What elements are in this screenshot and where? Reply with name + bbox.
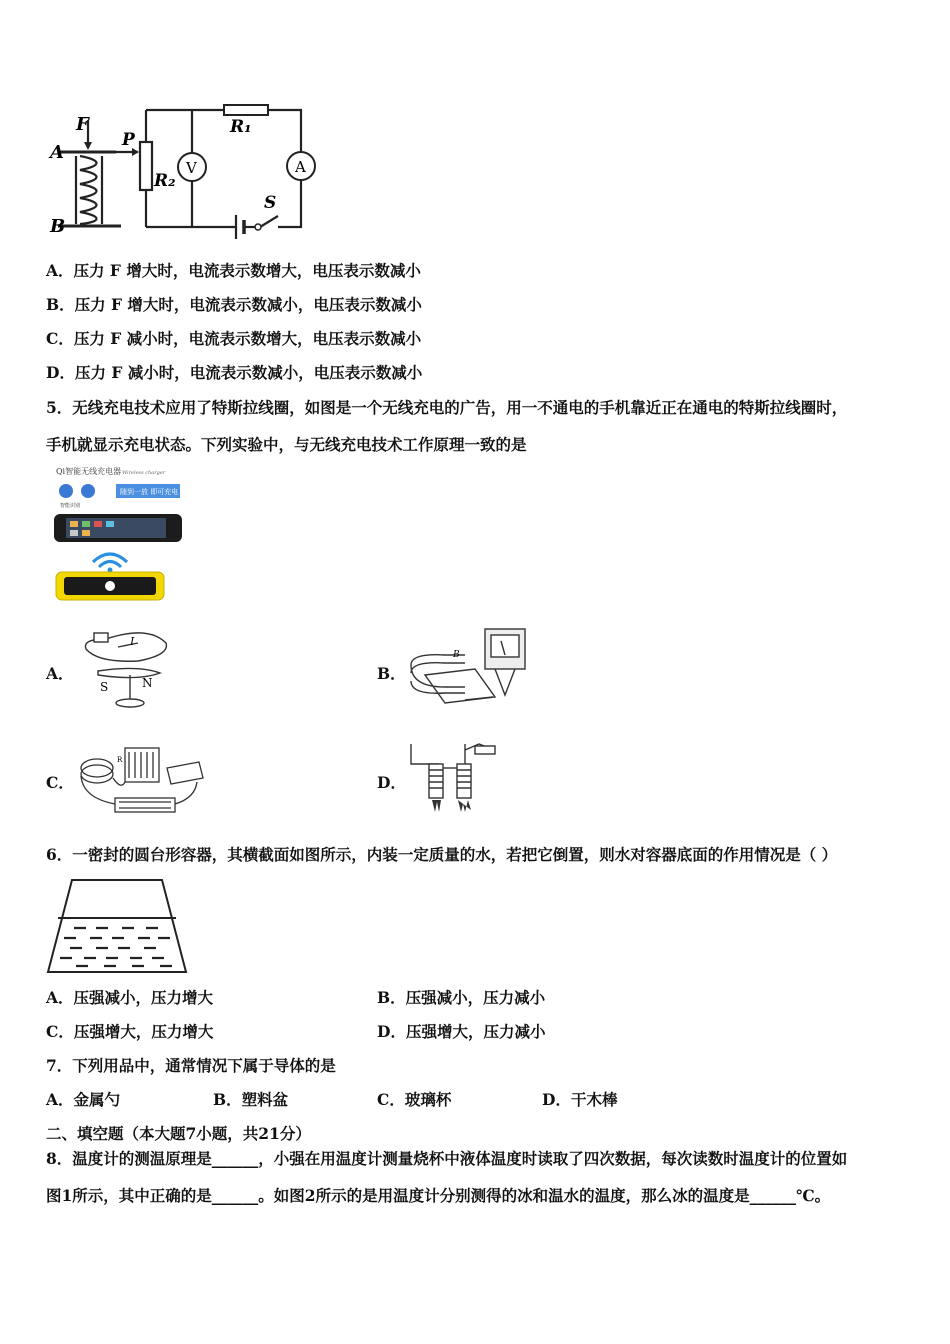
q5-label-a: A． [46,664,74,683]
label-F: F [76,114,89,135]
q7-option-a: A．金属勺 [46,1090,121,1109]
section-2-title: 二、填空题（本大题7小题，共21分） [46,1124,311,1143]
resistor-r1 [224,105,268,115]
label-P: P [122,130,135,150]
svg-text:N: N [142,676,153,690]
q5-label-c: C． [46,773,74,792]
ad-title: Qi智能无线充电器 [56,467,122,476]
label-S: S [264,193,277,213]
q4-option-d: D．压力 F 减小时，电流表示数减小，电压表示数减小 [46,363,423,382]
q6-stem: 6．一密封的圆台形容器，其横截面如图所示，内装一定质量的水，若把它倒置，则水对容器底面的作用情况是（ ） [46,845,838,864]
svg-text:I: I [130,635,135,648]
ad-badge-icon [59,484,73,498]
generator-experiment-figure [405,625,530,710]
q5-label-d: D． [377,773,406,792]
label-A: A [50,142,64,163]
label-R1: R₁ [230,117,252,137]
pressure-sensor-circuit-figure [46,100,326,250]
q4-option-c: C．压力 F 减小时，电流表示数增大，电压表示数减小 [46,329,422,348]
electromagnet-experiment-figure [405,738,505,818]
q6-option-d: D．压强增大，压力减小 [377,1022,546,1041]
frustum-container-figure [46,878,188,976]
circuit-diagram [46,100,326,250]
ad-badge-icon-2 [81,484,95,498]
q5-stem-line2: 手机就显示充电状态。下列实验中，与无线充电技术工作原理一致的是 [46,435,527,454]
ad-icon-label: 智能识别 [60,503,81,509]
q6-option-c: C．压强增大，压力增大 [46,1022,214,1041]
label-R2: R₂ [154,171,176,191]
label-B: B [50,216,66,237]
label-ammeter: A [295,158,306,176]
svg-text:S: S [100,680,109,694]
q7-option-b: B．塑料盆 [213,1090,289,1109]
wifi-signal-icon [93,554,127,567]
q8-stem-line1: 8．温度计的测温原理是______，小强在用温度计测量烧杯中液体温度时读取了四次数据，每次读数时温度计的位置如 [46,1149,848,1168]
transformer-experiment-figure [75,738,210,823]
q4-option-a: A．压力 F 增大时，电流表示数增大，电压表示数减小 [46,261,421,280]
ad-button-text: 随到一放 即可充电 [120,488,179,496]
wireless-charger-ad [52,464,187,602]
q5-stem-line1: 5．无线充电技术应用了特斯拉线圈，如图是一个无线充电的广告，用一不通电的手机靠近正在通电的特斯拉线圈时， [46,398,848,417]
q6-option-a: A．压强减小，压力增大 [46,988,214,1007]
q7-option-d: D．干木棒 [542,1090,618,1109]
force-arrow-icon [84,142,92,150]
svg-text:B: B [453,650,460,660]
svg-text:R: R [117,756,123,764]
ad-subtitle: Wireless charger [122,470,166,476]
q6-option-b: B．压强减小，压力减小 [377,988,546,1007]
q7-option-c: C．玻璃杯 [377,1090,452,1109]
q4-option-b: B．压力 F 增大时，电流表示数减小，电压表示数减小 [46,295,422,314]
oersted-experiment-figure [78,625,188,710]
label-V: V [186,159,197,177]
q8-stem-line2: 图1所示，其中正确的是______。如图2所示的是用温度计分别测得的冰和温水的温度，那么冰的温度是______℃。 [46,1186,831,1205]
q5-label-b: B． [377,664,406,683]
q7-stem: 7．下列用品中，通常情况下属于导体的是 [46,1056,336,1075]
